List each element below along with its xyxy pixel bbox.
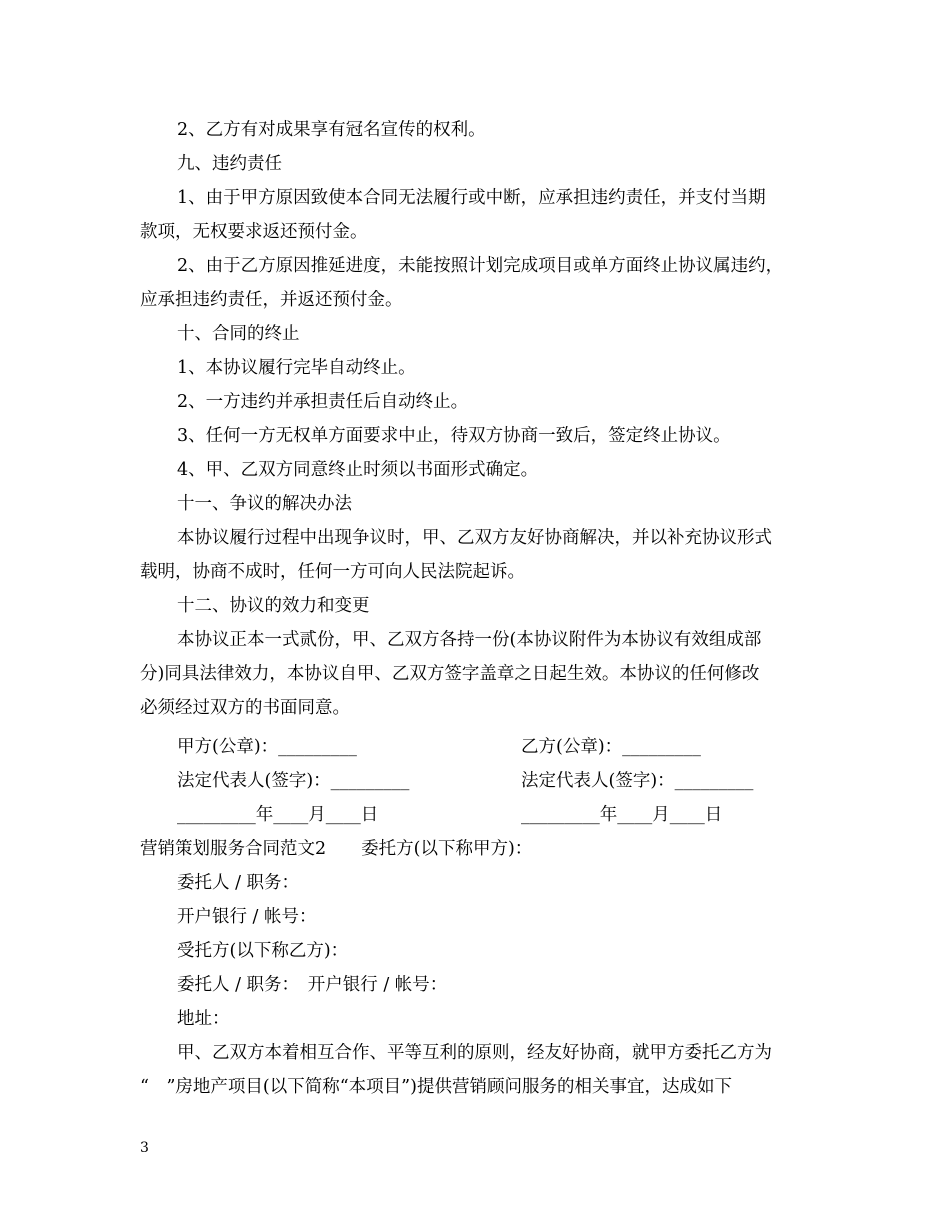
paragraph-line: 3、任何一方无权单方面要求中止，待双方协商一致后，签定终止协议。 [177,426,731,446]
paragraph-line: 分)同具法律效力，本协议自甲、乙双方签字盖章之日起生效。本协议的任何修改 [140,664,760,684]
paragraph-line: 1、由于甲方原因致使本合同无法履行或中断，应承担违约责任，并支付当期 [177,188,766,208]
paragraph-line: 2、一方违约并承担责任后自动终止。 [177,392,469,412]
section-heading: 十、合同的终止 [177,324,300,344]
paragraph-line: 2、乙方有对成果享有冠名宣传的权利。 [177,120,486,140]
paragraph-line: 地址： [177,1009,230,1029]
paragraph-line: 开户银行 / 帐号： [177,907,317,927]
paragraph-line: 委托人 / 职务： 开户银行 / 帐号： [177,975,448,995]
party-b-seal: 乙方(公章)：_________ [521,737,701,757]
section-heading: 九、违约责任 [177,154,282,174]
page-number: 3 [140,1140,149,1156]
paragraph-line: 4、甲、乙双方同意终止时须以书面形式确定。 [177,460,539,480]
party-a-seal: 甲方(公章)：_________ [177,737,357,757]
paragraph-line: 本协议履行过程中出现争议时，甲、乙双方友好协商解决，并以补充协议形式 [177,528,772,548]
party-a-representative: 法定代表人(签字)：_________ [177,771,410,791]
party-a-date: _________年____月____日 [177,805,379,825]
paragraph-line: 受托方(以下称乙方)： [177,941,349,961]
paragraph-line: 委托人 / 职务： [177,873,300,893]
paragraph-line: 2、由于乙方原因推延进度，未能按照计划完成项目或单方面终止协议属违约， [177,256,784,276]
paragraph-line: 载明，协商不成时，任何一方可向人民法院起诉。 [140,562,525,582]
section-heading: 十二、协议的效力和变更 [177,596,370,616]
paragraph-line: 款项，无权要求返还预付金。 [140,222,368,242]
party-b-representative: 法定代表人(签字)：_________ [521,771,754,791]
paragraph-line: 应承担违约责任，并返还预付金。 [140,290,403,310]
paragraph-line: 1、本协议履行完毕自动终止。 [177,358,416,378]
paragraph-line: 甲、乙双方本着相互合作、平等互利的原则，经友好协商，就甲方委托乙方为 [177,1043,772,1063]
paragraph-line: “ ”房地产项目(以下简称“本项目”)提供营销顾问服务的相关事宜，达成如下 [140,1077,732,1097]
party-b-date: _________年____月____日 [521,805,723,825]
contract-title: 营销策划服务合同范文2 委托方(以下称甲方)： [140,839,533,859]
paragraph-line: 本协议正本一式贰份，甲、乙双方各持一份(本协议附件为本协议有效组成部 [177,630,762,650]
paragraph-line: 必须经过双方的书面同意。 [140,698,350,718]
section-heading: 十一、争议的解决办法 [177,494,352,514]
